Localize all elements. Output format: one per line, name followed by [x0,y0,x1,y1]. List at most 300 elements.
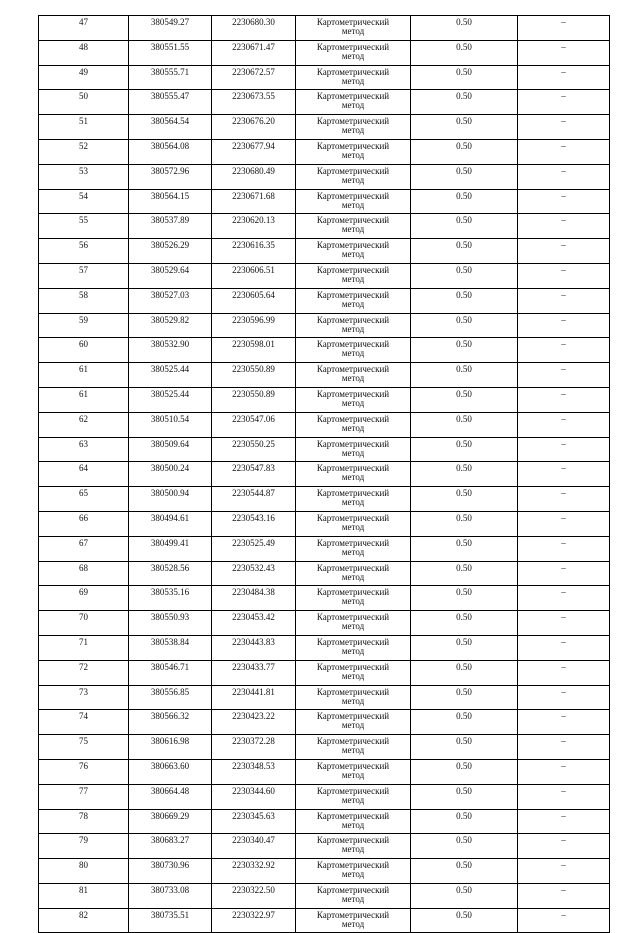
description-cell [518,487,610,512]
accuracy-cell-text: 0.50 [456,388,472,399]
accuracy-cell [411,685,518,710]
accuracy-cell [411,784,518,809]
point-number-cell [39,462,129,487]
table-row [39,834,610,859]
accuracy-cell [411,883,518,908]
method-text-m1: Картометрический [316,488,390,499]
x-coordinate-cell [129,735,212,760]
method-cell [296,288,411,313]
accuracy-cell [411,189,518,214]
x-coordinate-cell-text: 380499.41 [150,537,190,548]
method-cell [296,859,411,884]
method-text-m2: метод [341,149,365,160]
description-cell-text: – [561,264,566,275]
point-number-cell [39,611,129,636]
accuracy-cell-text: 0.50 [456,140,472,151]
description-cell-text: – [561,17,566,27]
method-cell [296,437,411,462]
description-cell [518,115,610,140]
x-coordinate-cell-text: 380551.55 [150,41,190,52]
description-cell-text: – [561,116,566,127]
method-text-m2: метод [341,199,365,210]
point-number-cell [39,338,129,363]
accuracy-cell-text: 0.50 [456,636,472,647]
point-number-cell [39,263,129,288]
method-cell [296,710,411,735]
x-coordinate-cell-text: 380564.15 [150,190,190,201]
accuracy-cell [411,40,518,65]
method-text-m2: метод [341,844,365,855]
x-coordinate-cell [129,437,212,462]
y-coordinate-cell [212,759,296,784]
description-cell-text: – [561,165,566,176]
description-cell [518,437,610,462]
method-cell [296,611,411,636]
accuracy-cell-text: 0.50 [456,289,472,300]
x-coordinate-cell-text: 380683.27 [150,835,190,846]
method-cell [296,313,411,338]
point-number-cell-text: 74 [79,711,88,722]
table-row [39,561,610,586]
x-coordinate-cell-text: 380664.48 [150,785,190,796]
accuracy-cell-text: 0.50 [456,413,472,424]
y-coordinate-cell [212,908,296,933]
description-cell-text: – [561,140,566,151]
description-cell-text: – [561,860,566,871]
description-cell-text: – [561,91,566,102]
method-text-m2: метод [341,249,365,260]
x-coordinate-cell-text: 380527.03 [150,289,190,300]
accuracy-cell-text: 0.50 [456,909,472,920]
accuracy-cell-text: 0.50 [456,488,472,499]
method-text-m2: метод [341,893,365,904]
method-cell [296,586,411,611]
method-cell [296,462,411,487]
y-coordinate-cell-text: 2230532.43 [232,562,275,573]
y-coordinate-cell [212,115,296,140]
accuracy-cell-text: 0.50 [456,661,472,672]
y-coordinate-cell [212,65,296,90]
method-text-m1: Картометрический [316,785,390,796]
x-coordinate-cell-text: 380532.90 [150,339,190,350]
x-coordinate-cell [129,313,212,338]
method-text-m1: Картометрический [316,512,390,523]
accuracy-cell-text: 0.50 [456,240,472,251]
y-coordinate-cell [212,462,296,487]
y-coordinate-cell [212,189,296,214]
accuracy-cell [411,412,518,437]
point-number-cell [39,536,129,561]
method-text-m2: метод [341,621,365,632]
method-text-m1: Картометрический [316,463,390,474]
method-text-m1: Картометрический [316,190,390,201]
accuracy-cell [411,908,518,933]
description-cell-text: – [561,314,566,325]
table-row [39,115,610,140]
method-text-m1: Картометрический [316,289,390,300]
table-row [39,263,610,288]
point-number-cell-text: 70 [79,612,88,623]
method-cell [296,164,411,189]
x-coordinate-cell [129,586,212,611]
point-number-cell-text: 65 [79,488,88,499]
accuracy-cell [411,115,518,140]
point-number-cell [39,784,129,809]
x-coordinate-cell [129,263,212,288]
y-coordinate-cell-text: 2230680.30 [232,17,275,27]
method-text-m1: Картометрический [316,264,390,275]
accuracy-cell-text: 0.50 [456,587,472,598]
description-cell [518,660,610,685]
description-cell-text: – [561,686,566,697]
method-text-m2: метод [341,869,365,880]
description-cell-text: – [561,636,566,647]
x-coordinate-cell-text: 380564.08 [150,140,190,151]
table-row [39,214,610,239]
x-coordinate-cell-text: 380564.54 [150,116,190,127]
y-coordinate-cell-text: 2230345.63 [232,810,275,821]
accuracy-cell-text: 0.50 [456,339,472,350]
method-text-m2: метод [341,546,365,557]
method-text-m1: Картометрический [316,835,390,846]
method-cell [296,90,411,115]
x-coordinate-cell [129,139,212,164]
accuracy-cell [411,16,518,41]
x-coordinate-cell [129,859,212,884]
method-cell [296,189,411,214]
x-coordinate-cell-text: 380546.71 [150,661,190,672]
point-number-cell [39,288,129,313]
method-text-m2: метод [341,174,365,185]
table-row [39,288,610,313]
method-text-m2: метод [341,50,365,61]
accuracy-cell-text: 0.50 [456,711,472,722]
y-coordinate-cell [212,784,296,809]
table-row [39,908,610,933]
method-text-m2: метод [341,645,365,656]
y-coordinate-cell [212,586,296,611]
point-number-cell-text: 48 [79,41,88,52]
table-row [39,139,610,164]
point-number-cell [39,660,129,685]
description-cell-text: – [561,66,566,77]
description-cell-text: – [561,537,566,548]
description-cell-text: – [561,289,566,300]
description-cell-text: – [561,364,566,375]
table-row [39,164,610,189]
method-cell [296,660,411,685]
y-coordinate-cell-text: 2230620.13 [232,215,275,226]
point-number-cell-text: 75 [79,736,88,747]
method-text-m2: метод [341,670,365,681]
y-coordinate-cell-text: 2230596.99 [232,314,275,325]
y-coordinate-cell [212,263,296,288]
method-text-m1: Картометрический [316,413,390,424]
x-coordinate-cell-text: 380537.89 [150,215,190,226]
point-number-cell-text: 51 [79,116,88,127]
method-cell [296,735,411,760]
table-row [39,338,610,363]
x-coordinate-cell-text: 380556.85 [150,686,190,697]
x-coordinate-cell-text: 380525.44 [150,388,190,399]
accuracy-cell-text: 0.50 [456,760,472,771]
y-coordinate-cell [212,214,296,239]
description-cell-text: – [561,884,566,895]
table-row [39,883,610,908]
accuracy-cell [411,561,518,586]
x-coordinate-cell-text: 380555.47 [150,91,190,102]
x-coordinate-cell [129,834,212,859]
y-coordinate-cell-text: 2230550.25 [232,438,275,449]
y-coordinate-cell [212,139,296,164]
accuracy-cell [411,611,518,636]
description-cell-text: – [561,661,566,672]
y-coordinate-cell-text: 2230484.38 [232,587,275,598]
x-coordinate-cell [129,710,212,735]
x-coordinate-cell [129,164,212,189]
accuracy-cell-text: 0.50 [456,364,472,375]
point-number-cell [39,313,129,338]
table-row [39,363,610,388]
x-coordinate-cell-text: 380566.32 [150,711,190,722]
method-cell [296,487,411,512]
method-text-m2: метод [341,100,365,111]
x-coordinate-cell [129,363,212,388]
method-cell [296,16,411,41]
x-coordinate-cell [129,908,212,933]
accuracy-cell-text: 0.50 [456,860,472,871]
accuracy-cell [411,214,518,239]
point-number-cell [39,834,129,859]
method-text-m1: Картометрический [316,711,390,722]
x-coordinate-cell-text: 380509.64 [150,438,190,449]
x-coordinate-cell-text: 380549.27 [150,17,190,27]
point-number-cell-text: 50 [79,91,88,102]
method-text-m1: Картометрический [316,364,390,375]
accuracy-cell-text: 0.50 [456,835,472,846]
table-row [39,487,610,512]
method-text-m1: Картометрический [316,116,390,127]
method-cell [296,883,411,908]
table-row [39,710,610,735]
accuracy-cell [411,586,518,611]
description-cell-text: – [561,41,566,52]
method-text-m1: Картометрический [316,636,390,647]
y-coordinate-cell [212,313,296,338]
x-coordinate-cell [129,611,212,636]
description-cell [518,759,610,784]
method-text-m1: Картометрический [316,66,390,77]
accuracy-cell [411,288,518,313]
accuracy-cell-text: 0.50 [456,785,472,796]
method-text-m1: Картометрический [316,537,390,548]
description-cell [518,214,610,239]
accuracy-cell [411,809,518,834]
method-text-m1: Картометрический [316,884,390,895]
method-cell [296,263,411,288]
point-number-cell-text: 57 [79,264,88,275]
x-coordinate-cell [129,412,212,437]
y-coordinate-cell [212,685,296,710]
accuracy-cell-text: 0.50 [456,264,472,275]
method-text-m1: Картометрический [316,165,390,176]
method-text-m2: метод [341,447,365,458]
table-row [39,65,610,90]
table-row [39,239,610,264]
description-cell [518,710,610,735]
method-cell [296,784,411,809]
y-coordinate-cell [212,561,296,586]
method-cell [296,387,411,412]
y-coordinate-cell [212,90,296,115]
y-coordinate-cell [212,511,296,536]
table-row [39,809,610,834]
description-cell-text: – [561,438,566,449]
accuracy-cell [411,139,518,164]
method-cell [296,834,411,859]
description-cell-text: – [561,413,566,424]
description-cell [518,139,610,164]
x-coordinate-cell [129,809,212,834]
point-number-cell-text: 76 [79,760,88,771]
y-coordinate-cell-text: 2230550.89 [232,364,275,375]
y-coordinate-cell [212,412,296,437]
accuracy-cell-text: 0.50 [456,562,472,573]
description-cell [518,784,610,809]
table-row [39,387,610,412]
x-coordinate-cell [129,115,212,140]
point-number-cell [39,90,129,115]
table-row [39,40,610,65]
y-coordinate-cell-text: 2230525.49 [232,537,275,548]
point-number-cell-text: 62 [79,413,88,424]
x-coordinate-cell-text: 380555.71 [150,66,190,77]
method-text-m1: Картометрический [316,760,390,771]
accuracy-cell-text: 0.50 [456,438,472,449]
description-cell [518,363,610,388]
method-text-m1: Картометрический [316,41,390,52]
point-number-cell-text: 69 [79,587,88,598]
accuracy-cell-text: 0.50 [456,736,472,747]
method-text-m1: Картометрический [316,17,390,27]
description-cell [518,561,610,586]
description-cell [518,387,610,412]
method-text-m1: Картометрический [316,339,390,350]
method-text-m1: Картометрический [316,661,390,672]
accuracy-cell [411,313,518,338]
method-text-m2: метод [341,521,365,532]
description-cell-text: – [561,388,566,399]
y-coordinate-cell-text: 2230544.87 [232,488,275,499]
description-cell-text: – [561,711,566,722]
x-coordinate-cell-text: 380529.64 [150,264,190,275]
x-coordinate-cell [129,883,212,908]
x-coordinate-cell [129,536,212,561]
method-text-m1: Картометрический [316,215,390,226]
x-coordinate-cell-text: 380528.56 [150,562,190,573]
method-text-m1: Картометрический [316,909,390,920]
method-cell [296,115,411,140]
y-coordinate-cell-text: 2230680.49 [232,165,275,176]
table-row [39,90,610,115]
description-cell [518,239,610,264]
point-number-cell-text: 80 [79,860,88,871]
method-text-m1: Картометрический [316,736,390,747]
description-cell-text: – [561,909,566,920]
accuracy-cell [411,859,518,884]
y-coordinate-cell-text: 2230673.55 [232,91,275,102]
point-number-cell [39,189,129,214]
y-coordinate-cell-text: 2230672.57 [232,66,275,77]
point-number-cell-text: 49 [79,66,88,77]
table-row [39,735,610,760]
method-text-m1: Картометрический [316,388,390,399]
method-cell [296,635,411,660]
y-coordinate-cell [212,437,296,462]
point-number-cell [39,586,129,611]
description-cell-text: – [561,587,566,598]
accuracy-cell-text: 0.50 [456,190,472,201]
x-coordinate-cell [129,685,212,710]
description-cell [518,313,610,338]
point-number-cell-text: 59 [79,314,88,325]
coordinates-table-body [39,16,610,933]
accuracy-cell [411,660,518,685]
method-text-m1: Картометрический [316,438,390,449]
y-coordinate-cell-text: 2230671.47 [232,41,275,52]
accuracy-cell [411,462,518,487]
y-coordinate-cell [212,883,296,908]
method-text-m2: метод [341,472,365,483]
accuracy-cell [411,90,518,115]
y-coordinate-cell-text: 2230433.77 [232,661,275,672]
accuracy-cell [411,834,518,859]
x-coordinate-cell-text: 380526.29 [150,240,190,251]
y-coordinate-cell-text: 2230547.83 [232,463,275,474]
y-coordinate-cell-text: 2230543.16 [232,512,275,523]
table-row [39,660,610,685]
description-cell [518,90,610,115]
point-number-cell-text: 64 [79,463,88,474]
method-cell [296,65,411,90]
point-number-cell [39,239,129,264]
x-coordinate-cell [129,462,212,487]
description-cell-text: – [561,215,566,226]
table-row [39,412,610,437]
accuracy-cell [411,263,518,288]
description-cell-text: – [561,488,566,499]
accuracy-cell [411,635,518,660]
point-number-cell-text: 61 [79,388,88,399]
x-coordinate-cell [129,635,212,660]
point-number-cell-text: 77 [79,785,88,796]
description-cell-text: – [561,339,566,350]
point-number-cell-text: 81 [79,884,88,895]
table-row [39,313,610,338]
method-text-m1: Картометрический [316,314,390,325]
x-coordinate-cell [129,65,212,90]
x-coordinate-cell [129,189,212,214]
description-cell [518,834,610,859]
point-number-cell-text: 47 [79,17,88,27]
description-cell [518,338,610,363]
y-coordinate-cell [212,611,296,636]
x-coordinate-cell-text: 380500.94 [150,488,190,499]
point-number-cell [39,487,129,512]
y-coordinate-cell [212,660,296,685]
accuracy-cell [411,437,518,462]
description-cell [518,611,610,636]
